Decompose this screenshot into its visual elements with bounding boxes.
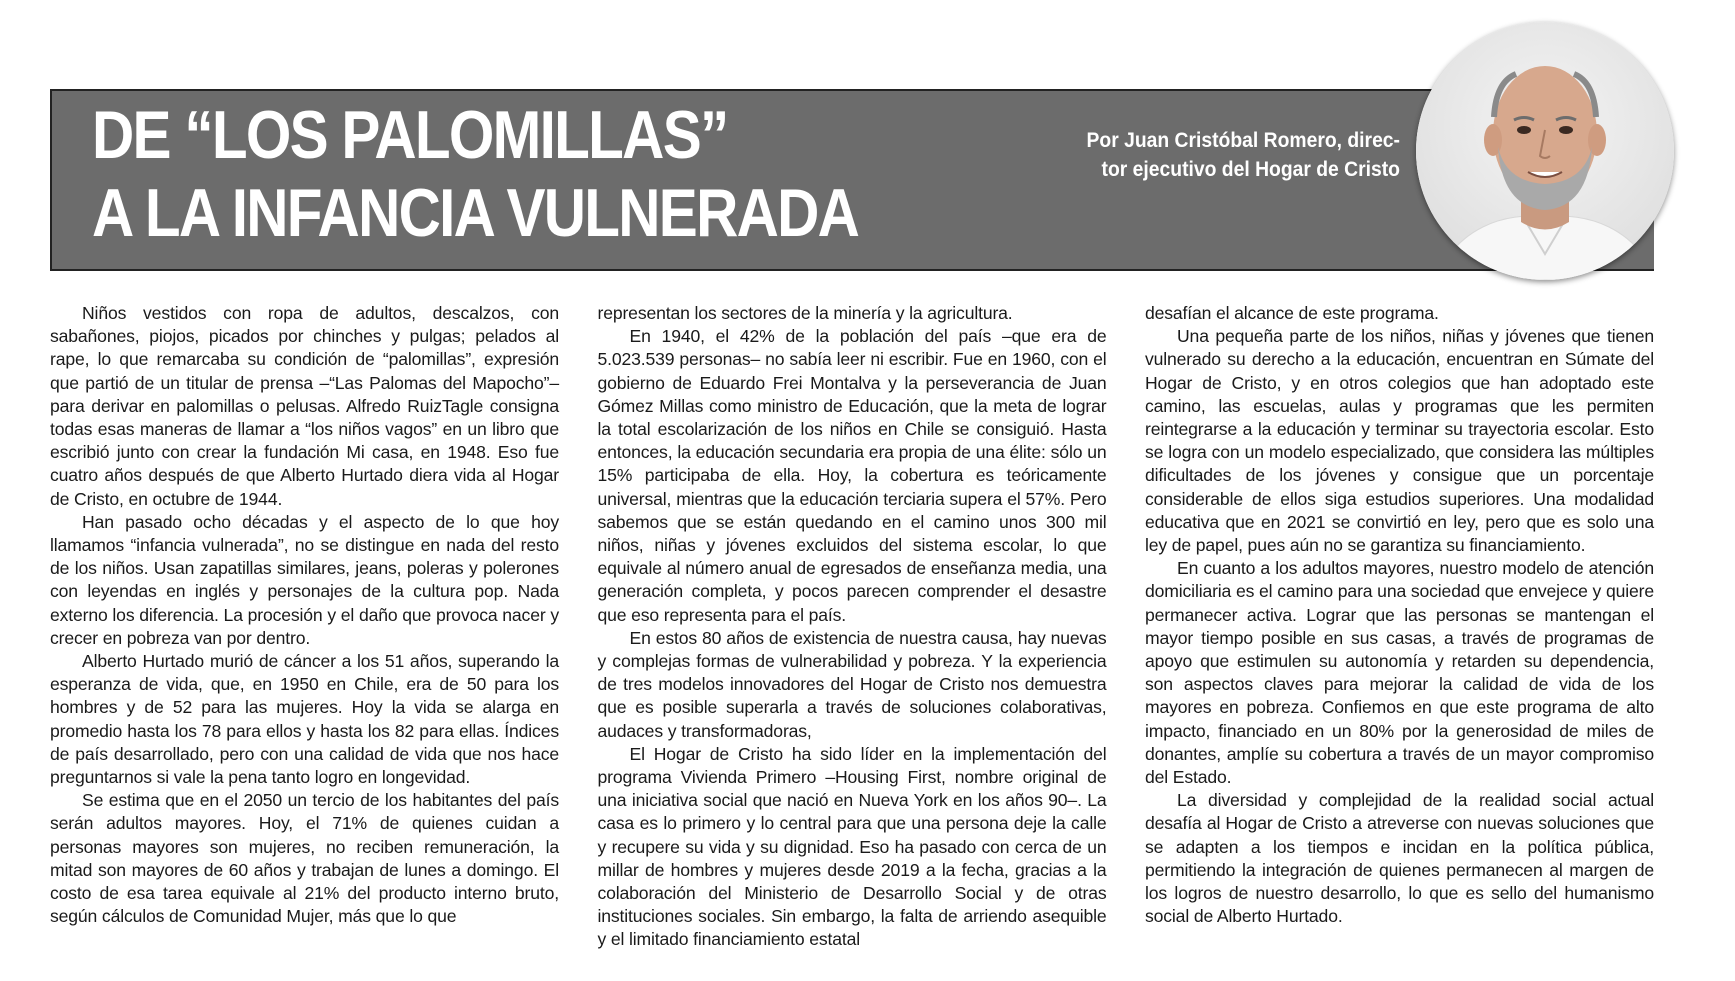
paragraph: En 1940, el 42% de la población del país –que era de 5.023.539 personas– no sabía leer ni escribir. Fue en 1960, con el gobierno de Eduardo Frei Montalva y la perseverancia de Juan Gómez Millas como ministro de Educación, que la meta de lograr la total escolarización de los niños en Chile se consiguió. Hasta entonces, la educación secundaria era propia de una élite: sólo un 15% participaba de ella. Hoy, la cobertura es teóricamente universal, mientras que la educación terciaria supera el 57%. Pero sabemos que se están quedando en el camino unos 300 mil niños, niñas y jóvenes excluidos del sistema escolar, lo que equivale al número anual de egresados de enseñanza media, una generación completa, y pocos parecen comprender el desastre que eso representa para el país.	[597, 326, 1107, 625]
byline-line-1: Por Juan Cristóbal Romero, direc-	[1086, 129, 1400, 152]
paragraph: Alberto Hurtado murió de cáncer a los 51 años, superando la esperanza de vida, que, en 1950 en Chile, era de 50 para los hombres y de 52 para las mujeres. Hoy la vida se alarga en promedio hasta los 78 para ellos y hasta los 82 para ellas. Índices de país desarrollado, pero con una calidad de vida que nos hace preguntarnos si vale la pena tanto logro en longevidad.	[50, 651, 559, 788]
author-byline	[1032, 126, 1400, 184]
paragraph: La diversidad y complejidad de la realidad social actual desafía al Hogar de Cristo a atreverse con nuevas soluciones que se adapten a los tiempos e incidan en la política pública, permitiendo la integración de quienes permanecen al margen de los logros de nuestro desarrollo, lo que es sello del humanismo social de Alberto Hurtado.	[1145, 790, 1654, 927]
paragraph: El Hogar de Cristo ha sido líder en la implementación del programa Vivienda Primero –Housing First, nombre original de una iniciativa social que nació en Nueva York en los años 90–. La casa es lo primero y lo central para que una persona deje la calle y recupere su vida y su dignidad. Eso ha pasado con cerca de un millar de hombres y mujeres desde 2019 a la fecha, gracias a la colaboración del Ministerio de Desarrollo Social y de otras instituciones sociales. Sin embargo, la falta de arriendo asequible y el limitado financiamiento estatal	[597, 743, 1107, 950]
paragraph-continuation: desafían el alcance de este programa.	[1145, 303, 1439, 323]
paragraph-continuation: representan los sectores de la minería y la agricultura.	[597, 303, 1013, 323]
paragraph: Se estima que en el 2050 un tercio de los habitantes del país serán adultos mayores. Hoy, el 71% de quienes cuidan a personas mayores son mujeres, no reciben remuneración, la mitad son mayores de 60 años y trabajan de lunes a domingo. El costo de esa tarea equivale al 21% del producto interno bruto, según cálculos de Comunidad Mujer, más que lo que	[50, 790, 559, 927]
article-title-line-2: A LA INFANCIA VULNERADA	[92, 175, 859, 251]
paragraph: Niños vestidos con ropa de adultos, descalzos, con sabañones, piojos, picados por chinches y pulgas; pelados al rape, lo que remarcaba su condición de “palomillas”, expresión que partió de un titular de prensa –“Las Palomas del Mapocho”– para derivar en palomillas o pelusas. Alfredo RuizTagle consigna todas esas maneras de llamar a “los niños vagos” en un libro que escribió junto con crear la fundación Mi casa, en 1948. Eso fue cuatro años después de que Alberto Hurtado diera vida al Hogar de Cristo, en octubre de 1944.	[50, 303, 559, 509]
paragraph: Una pequeña parte de los niños, niñas y jóvenes que tienen vulnerado su derecho a la educación, encuentran en Súmate del Hogar de Cristo, y en otros colegios que han adoptado este camino, las escuelas, aulas y programas que les permiten reintegrarse a la educación y terminar su trayectoria escolar. Esto se logra con un modelo especializado, que considera las múltiples dificultades de los jóvenes y consigue que un porcentaje considerable de ellos siga estudios superiores. Una modalidad educativa que en 2021 se convirtió en ley, pero que es solo una ley de papel, pues aún no se garantiza su financiamiento.	[1145, 326, 1654, 556]
article-body	[50, 302, 1654, 952]
article-title	[92, 96, 858, 252]
author-portrait-photo	[1416, 22, 1674, 280]
author-portrait-illustration	[1416, 22, 1674, 280]
article-column-2	[598, 302, 1107, 952]
paragraph: Han pasado ocho décadas y el aspecto de lo que hoy llamamos “infancia vulnerada”, no se distingue en nada del resto de los niños. Usan zapatillas similares, jeans, poleras y polerones con leyendas en inglés y personajes de la cultura pop. Nada externo los diferencia. La procesión y el daño que provoca nacer y crecer en pobreza van por dentro.	[50, 511, 559, 648]
byline-line-2: tor ejecutivo del Hogar de Cristo	[1101, 158, 1400, 181]
paragraph: En estos 80 años de existencia de nuestra causa, hay nuevas y complejas formas de vulnerabilidad y pobreza. Y la experiencia de tres modelos innovadores del Hogar de Cristo nos demuestra que es posible superarla a través de soluciones colaborativas, audaces y transformadoras,	[597, 627, 1107, 741]
article-column-3	[1145, 302, 1654, 952]
paragraph: En cuanto a los adultos mayores, nuestro modelo de atención domiciliaria es el camino para una sociedad que envejece y quiere permanecer activa. Lograr que las personas se mantengan el mayor tiempo posible en sus casas, a través de programas de apoyo que estimulen su autonomía y retarden su dependencia, son aspectos claves para mejorar la calidad de vida de los mayores en pobreza. Confiemos en que este programa de alto impacto, financiado en un 80% por la generosidad de miles de donantes, amplíe su cobertura a través de un mayor compromiso del Estado.	[1145, 558, 1654, 788]
article-column-1	[50, 302, 559, 952]
article-title-line-1: DE “LOS PALOMILLAS”	[92, 97, 728, 173]
